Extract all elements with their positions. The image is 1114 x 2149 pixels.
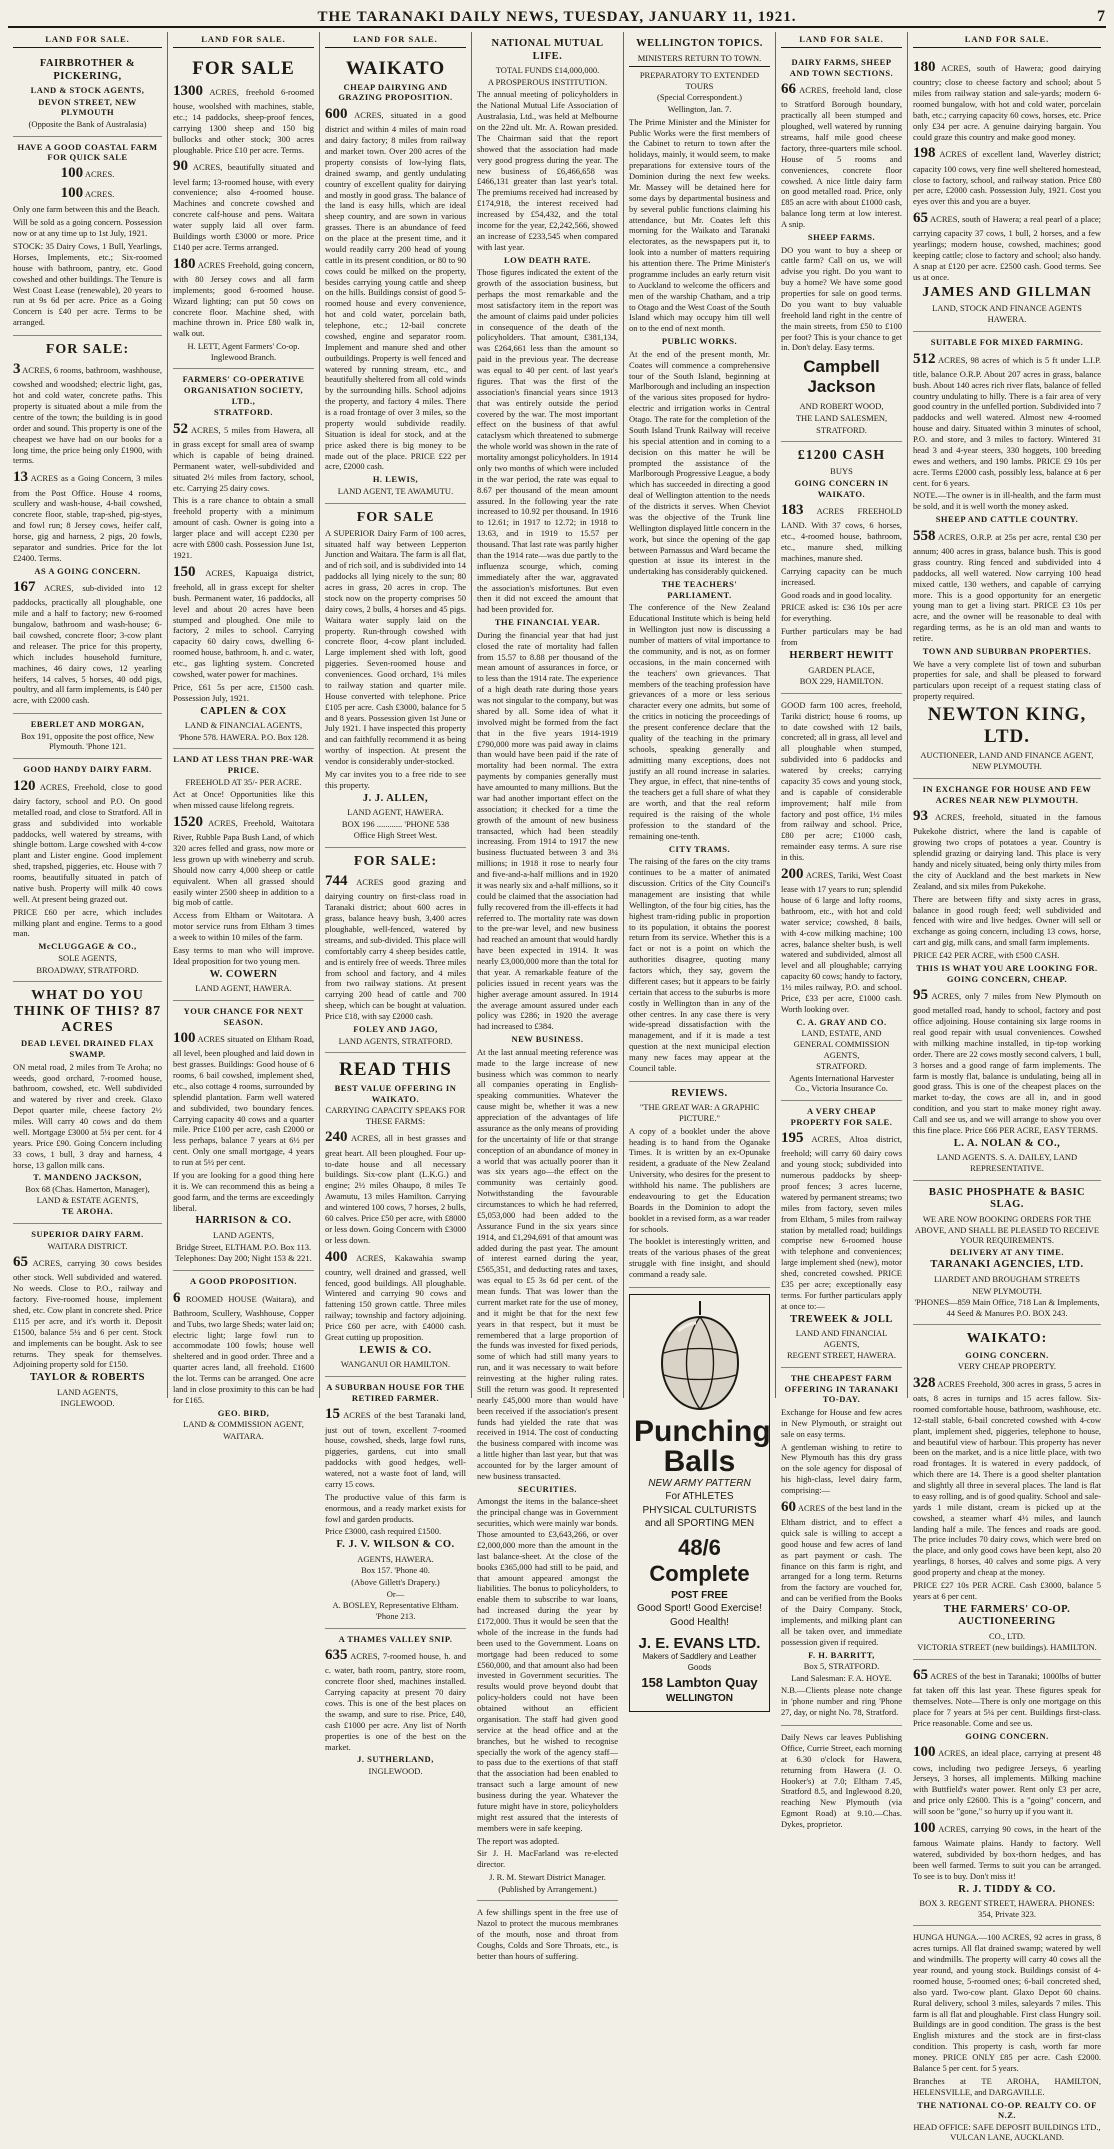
page-number: 7 — [1097, 8, 1106, 25]
column-4 — [472, 32, 624, 1961]
column-5 — [624, 32, 776, 1704]
ad-for-sale-1300: FOR SALE 1300 ACRES, freehold 6-roomed house, woolshed with machines, stable, etc.; 14 paddocks, sheep-proof fences, carrying 1300 sheep and 150 big bullocks and other stock; 300 acres ploughable. Price £10 per acre. Terms. 90 ACRES, beautifully situated and level farm; 13-roomed house, with every convenience; also 4-roomed house. Machines and concrete cowshed and concrete calf-house and pens. Waitara water supply laid all over farm. Buildings worth £3000 or more. Price £140 per acre. Terms arranged. 180 ACRES Freehold, going concern, with 80 Jersey cows and all farm implements; good 6-roomed house. Wizard lighting; can put 50 cows on concrete floor. Machine shed, with machine thrown in. Price £80 walk in, walk out. H. LETT, Agent Farmers' Co-op. Inglewood Branch. — [173, 52, 314, 369]
ad-cheapest-farm: THE CHEAPEST FARM OFFERING IN TARANAKI TO-DAY. Exchange for House and few acres in New Plymouth, or straight out sale on easy terms. A gentleman wishing to retire to New Plymouth has this dry grass on the sole agency for disposal of his high-class, level dairy farm, comprising:— 60 ACRES of the best land in the Eltham district, and to effect a quick sale is willing to accept a good house and few acres of land as part payment or cash. The finance on this farm is right, and arranged for a long term. Returns from the factory are vouched for, and can be verified from the Books of the Dairy Company. Stock, implements, and milking plant can all be taken over, and immediate possession given if required. F. H. BARRITT, Box 5, STRATFORD. Land Salesman: F. A. HOYE. N.B.—Clients please note change in 'phone number and ring 'Phone 27, day, or night No. 78, Stratford. — [781, 1368, 902, 1726]
masthead-title: THE TARANAKI DAILY NEWS, TUESDAY, JANUARY 11, 1921. — [317, 9, 797, 25]
ad-next-season: YOUR CHANCE FOR NEXT SEASON. 100 ACRES situated on Eltham Road, all level, been ploughed and laid down in best grasses. Buildings: Good house of 6 rooms, 6 bail cowshed, implement shed, etc., also cottage 4 rooms, surrounded by splendid plantation. Farm well watered and subdivided, two boundary fences. Carrying capacity 40 cows and a quarter mile. Price £100 per acre, cash £2000 or less perhaps, balance 7 years at 6½ per cent. Only one small mortgage, 4 years to run at 5½ per cent. If you are looking for a good thing here it is. We can recommend this as being a good farm, and the terms are exceedingly liberal. HARRISON & CO. LAND AGENTS, Bridge Street, ELTHAM. P.O. Box 113. Telephones: Day 200; Night 153 & 221. — [173, 1001, 314, 1271]
punching-ball-icon — [652, 1301, 748, 1411]
column-7 — [908, 32, 1106, 2143]
column-head: LAND FOR SALE. — [325, 32, 466, 48]
ad-superior-dairy: SUPERIOR DAIRY FARM. WAITARA DISTRICT. 65 ACRES, carrying 30 cows besides other stock. Well subdivided and watered. No weeds. Close to P.O., railway and factory. Five-roomed house, implement shed, etc. Cow plant in concrete shed. Price £115 per acre, and it's worth it. Deposit £1500, balance 5¼ and 6 per cent. Stock and implements can be bought. Ask to see returns. They speak for themselves. Adjoining property sold for £150. TAYLOR & ROBERTS LAND AGENTS, INGLEWOOD. — [13, 1228, 162, 1409]
column-6 — [776, 32, 908, 1830]
column-3 — [320, 32, 472, 1777]
ad-tiddy: 65 ACRES of the best in Taranaki; 1000lbs of butter fat taken off this last year. These figures speak for themselves. Note—There is only one mortgage on this place for 7 years at 5¼ per cent. Buildings first-class. Price reasonable. Come and see us. GOING CONCERN. 100 ACRES, an ideal place, carrying at present 48 cows, including two pedigree Jerseys, 6 yearling Jerseys, 3 horses, all implements. Milking machine with Buttfield's water power. Rent only £3 per acre, and price only £2600. This is a "going" concern, and will soon be "gone," so hurry up if you want it. 100 ACRES, carrying 90 cows, in the heart of the famous Waimate plains. Handy to factory. Well watered, subdivided by box-thorn hedges, and has been well farmed. Terms to suit you can be arranged. To see is to buy. Don't miss it! R. J. TIDDY & CO. BOX 3. REGENT STREET, HAWERA. PHONES: 354, Private 323. — [913, 1660, 1101, 1926]
ad-1200-cash: £1200 CASH BUYS GOING CONCERN IN WAIKATO. 183 ACRES FREEHOLD LAND. With 37 cows, 6 horses, etc., 4-roomed house, bathroom, etc., manure shed, milking machines, manure shed. Carrying capacity can be much increased. Good roads and in good locality. PRICE asked is: £36 10s per acre for everything. Further particulars may be had from HERBERT HEWITT GARDEN PLACE, BOX 229, HAMILTON. — [781, 442, 902, 694]
ad-fairbrother: FAIRBROTHER & PICKERING, LAND & STOCK AGENTS, DEVON STREET, NEW PLYMOUTH (Opposite the Bank of Australasia) — [13, 52, 162, 137]
column-head: LAND FOR SALE. — [913, 32, 1101, 48]
ad-pre-war-price: LAND AT LESS THAN PRE-WAR PRICE. FREEHOLD AT 35/- PER ACRE. Act at Once! Opportunities like this when missed cause lifelong regrets. 1520 ACRES, Freehold, Waitotara River, Rubble Papa Bush Land, of which 320 acres felled and grass, now more or less grown up with wineberry and scrub. Should now carry 4,000 sheep or cattle equivalent. When all grassed should easily winter 2500 sheep in addition to a big mob of cattle. Access from Eltham or Waitotara. A motor service runs from Eltham 3 times a week to within 10 miles of the farm. Easy terms to man who will improve. Ideal proposition for two young men. W. COWERN LAND AGENT, HAWERA. — [173, 749, 314, 1001]
column-2 — [168, 32, 320, 1441]
article-title: NATIONAL MUTUAL LIFE. — [491, 38, 604, 62]
masthead — [8, 4, 1106, 28]
ad-good-proposition: A GOOD PROPOSITION. 6 ROOMED HOUSE (Waitara), and Bathroom, Scullery, Washhouse, Copper and Tubs, two large Sheds; water laid on; electric light; large fowl run to accommodate 100 fowls; house well sheltered and in good order. Three and a quarter acres land, all freehold. £1600 the lot. Terms can be arranged. One acre land in close proximity to this can be had for £165. GEO. BIRD, LAND & COMMISSION AGENT, WAITARA. — [173, 1275, 314, 1441]
ad-suburban-house: A SUBURBAN HOUSE FOR THE RETIRED FARMER. 15 ACRES of the best Taranaki land, just out of town, excellent 7-roomed house, cowshed, sheds, large fowl runs, piggeries, gardens, cut into small paddocks with good hedges, well-watered, not a waste foot of land, will carry 15 cows. The productive value of this farm is enormous, and a ready market exists for fowl and garden products. Price £3000, cash required £1500. F. J. V. WILSON & CO. AGENTS, HAWERA. Box 157. 'Phone 40. (Above Gillett's Drapery.) Or— A. BOSLEY, Representative Eltham. 'Phone 213. — [325, 1377, 466, 1629]
article-title: WELLINGTON TOPICS. — [636, 38, 763, 49]
ad-punching-balls: Punching Balls NEW ARMY PATTERN For ATHLETES PHYSICAL CULTURISTS and all SPORTING MEN 48/6 Complete POST FREE Good Sport! Good Exercise! Good Health! J. E. EVANS LTD. Makers of Saddlery and Leather Goods 158 Lambton Quay WELLINGTON — [629, 1294, 770, 1712]
ad-newton-king: SUITABLE FOR MIXED FARMING. 512 ACRES, 98 acres of which is 5 ft under L.I.P. title, balance O.R.P. About 207 acres in grass, balance bush. About 140 acres rich river flats, balance of felled country undulating to hilly. There is a fair area of very good country in the unfelled portion. Subdivided into 7 paddocks and well watered. Almost new 4-roomed house and dairy. Situated within 3 minutes of school, P.O. and store, and 3 miles to factory. Wintered 31 head 3 and 4-year steers, 330 hoggets, 100 breeding ewes and wethers, and 190 lambs. PRICE £9 10s per acre. Terms £2000 cash, possibly less, balance at 6 per cent. for 6 years. NOTE.—The owner is in ill-health, and the farm must be sold, and it is well worth the money asked. SHEEP AND CATTLE COUNTRY. 558 ACRES, O.R.P. at 25s per acre, rental £30 per annum; 400 acres in grass, balance bush. This is good grass country. Ring fenced and subdivided into 4 paddocks, all well watered. Now carrying 100 head mixed cattle, 130 wethers, and capable of carrying more. This is a good opportunity for an energetic young man to get a living start. PRICE £3 10s per acre, and the owner will be reasonable to deal with regarding terms, as he is an old man and wants to retire. TOWN AND SUBURBAN PROPERTIES. We have a very complete list of town and suburban properties for sale, and shall be pleased to forward particulars upon receipt of a request stating class of property required. NEWTON KING, LTD. AUCTIONEER, LAND AND FINANCE AGENT, NEW PLYMOUTH. — [913, 332, 1101, 779]
ad-waikato-going-concern: WAIKATO: GOING CONCERN. VERY CHEAP PROPERTY. 328 ACRES Freehold, 300 acres in grass, 5 acres in oats, 8 acres in turnips and 15 acres fallow. Six-roomed comfortable house, bathroom, washhouse, etc. 12-stall stable, 6-bail concreted cowshed with 4-cow plant, implement shed, piggeries, telephone to house, and beautiful view of harbour. This property has never been on the market, and is a nice little place, with two road frontages. It is watered in every paddock, of which there are 14. There is a good shelter plantation and slightly all three in several places. The land is flat to easy rolling, and is of good quality. School and sale-yards 1 mile distant, cream is picked up at the cowshed, a steamer wharf 4½ miles, and launch landing half a mile. The fences and roads are good. The price includes 70 dairy cows, which were bred on the place, and only good cows have been kept, also 20 yearlings, 8 horses, 40 calves and some pigs. A very good property and cheap at the money. PRICE £27 10s PER ACRE. Cash £3000, balance 5 years at 6 per cent. THE FARMERS' CO-OP. AUCTIONEERING CO., LTD. VICTORIA STREET (new buildings). HAMILTON. — [913, 1325, 1101, 1660]
column-head: LAND FOR SALE. — [173, 32, 314, 48]
column-head: LAND FOR SALE. — [13, 32, 162, 48]
ad-superior-dairy-100: FOR SALE A SUPERIOR Dairy Farm of 100 acres, situated half way between Lepperton Junction and Waitara. The farm is all flat, and of rich soil, and is subdivided into 14 paddocks all lying nicely to the sun; 80 acres in grass, 20 acres in crop. The stock now on the property comprises 50 dairy cows, 2 bulls, 4 horses and 45 pigs. Waitara water supply laid on the property. Run-through cowshed with concrete floor, 4-cow plant included. Large implement shed with loft, good piggeries. Seven-roomed house and conveniences. Good orchard, 1¼ miles to railway station and quarter mile. House converted with telephone. Price £105 per acre. Cash £3000, balance for 5 and 8 years. Possession given 1st June or July 1921. I have inspected this property and can faithfully recommend it as being worthy of inspection. At present the vendor is considerably under-stocked. My car invites you to a free ride to see this property. J. J. ALLEN, LAND AGENT, HAWERA. BOX 196 ............ 'PHONE 538 Office High Street West. — [325, 504, 466, 849]
column-1 — [8, 32, 168, 1409]
ad-very-cheap-property: A VERY CHEAP PROPERTY FOR SALE. 195 ACRES, Altoa district, freehold; will carry 60 dairy cows and young stock; subdivided into numerous paddocks by sheep-proof fences; 3 acres lucerne, watered by permanent streams; two miles from factory, seven miles from Eltham, 5 miles from railway station by metalled road; buildings comprise new 6-roomed house with telephone and conveniences; large implement shed (new), motor shed, concreted cowshed. PRICE £35 per acre; exceptionally easy terms. For further particulars apply at once to:— TREWEEK & JOLL LAND AND FINANCIAL AGENTS, REGENT STREET, HAWERA. — [781, 1101, 902, 1368]
ad-for-sale: FOR SALE: 3 ACRES, 6 rooms, bathroom, washhouse, cowshed and woodshed; electric light, gas, hot and cold water, concrete paths. This property is situated about a mile from the centre of the town; the building is in good order and sound. This property is one of the cheapest we have had on our books for a long time, the price being only £1900, with terms. 13 ACRES as a Going Concern, 3 miles from the Post Office. House 4 rooms, scullery and wash-house, 4-bail cowshed, concrete floor, stable, trap-shed, pig-styes, and fowl run; 8 Jersey cows, heifer calf, horse, gig and harness, 2 pigs, 20 fowls, separator and sundries. Price for the lot £2400. Terms. AS A GOING CONCERN. 167 ACRES, sub-divided into 12 paddocks, practically all ploughable, one mile and a half to factory; new 6-roomed bungalow, bathroom and wash-house; 6-bail cowshed, concrete floor; 3-cow plant and releaser. The price for this property, which includes household furniture, machines, 46 dairy cows, 12 yearling heifers, 14 calves, 5 horses, 40 odd pigs, poultry, and all farm implements, is £40 per acre, with £2000 cash. — [13, 336, 162, 714]
ad-waikato: WAIKATO CHEAP DAIRYING AND GRAZING PROPOSITION. 600 ACRES, situated in a good district and within 4 miles of main road and dairy factory; 8 miles from railway and market town. Over 200 acres of the property consists of low-lying flats, drained swamp, and gently undulating country of excellent quality for dairying and mostly in good grass. The balance of the land is easy hills, which are ideal sheep country, and are sown in various grasses. There is an abundance of feed on the place at the present time, and it would readily carry 200 head of young cattle in its present condition, or 80 to 90 cows could be milked on the property, besides carrying young cattle and sheep on the hills. Buildings consist of good 5-roomed house and every convenience, hot and cold water, porcelain bath, telephone, etc.; 12-bail concrete cowshed, engine and separator room. Implement and manure shed and other outbuildings. Property is well fenced and watered by running stream, etc., and beautifully sheltered from all cold winds by the surrounding hills. School adjoins the property, and factory 4 miles. There is a road frontage of over 3 miles, so the property would subdivide readily. Situation is ideal for stock, and at the price asked there is big money to be made out of the place. PRICE £22 per acre, £2000 cash. H. LEWIS, LAND AGENT, TE AWAMUTU. — [325, 52, 466, 504]
note-nazol: A few shillings spent in the free use of Nazol to protect the mucous membranes of the mouth, nose and throat from Coughs, Colds and Sore Throats, etc., is better than hours of suffering. — [477, 1907, 618, 1961]
ad-87-acres: WHAT DO YOU THINK OF THIS? 87 ACRES DEAD LEVEL DRAINED FLAX SWAMP. ON metal road, 2 miles from Te Aroha; no weeds, good orchard, 7-roomed house, bathroom, cowshed, etc. Well subdivided and watered by river and creek. Glaxo Depot quarter mile, cheese factory 2½ miles. Will carry 40 cows and do them well. Mortgage £3000 at 5¼ per cent. for 4 years. Price £90. Going Concern including 33 cows, 1 bull, 3 dray and harness, 4 horse, 13 gallon milk cans. T. MANDENO JACKSON, Box 68 (Chas. Hamerton, Manager), LAND & ESTATE AGENTS, TE AROHA. — [13, 982, 162, 1224]
ad-firm: FAIRBROTHER & PICKERING, — [39, 58, 136, 82]
ad-james-gillman: 180 ACRES, south of Hawera; good dairying country; close to cheese factory and school; about 5 miles from railway station and sale-yards; modern 6-roomed bungalow, with hot and cold water, porcelain bath, etc.; carrying capacity 60 cows, horses, etc. Price only £34 per acre. A genuine dairying bargain. You could graze this country and make good money. 198 ACRES of excellent land, Waverley district; capacity 100 cows, very fine well sheltered homestead, close to factory, school, and railway station. Price £80 per acre, £2000 cash. Possession July, 1921. Cost you eyes over this and you are a buyer. 65 ACRES, south of Hawera; a real pearl of a place; carrying capacity 37 cows, 1 bull, 2 horses, and a few yearlings; modern house, cowshed, machines; good keeping cattle; close to factory and school; also handy. A snap at £120 per acre. £2500 cash. Good terms. See us at once. JAMES AND GILLMAN LAND, STOCK AND FINANCE AGENTS HAWERA. — [913, 52, 1101, 332]
ad-thames-valley: A THAMES VALLEY SNIP. 635 ACRES, 7-roomed house, h. and c. water, bath room, pantry, store room, concrete floor shed, machines installed. Carrying capacity at present 70 dairy cows. This is one of the best places on the swamp, and sure to rise. Price, £40, cash £1000 per acre. Any list of North properties is one of the best on the market. J. SUTHERLAND, INGLEWOOD. — [325, 1633, 467, 1777]
ad-handy-dairy: GOOD HANDY DAIRY FARM. 120 ACRES, Freehold, close to good dairy factory, school and P.O. On good metalled road, and close to Stratford. All in grass and subdivided into workable paddocks, well watered by streams, with shingle bottom. Large cowshed with 4-cow plant and Lister engine. Good implement shed, trapshed, piggeries, etc. House with 7 rooms, beautifully situated in patch of native bush. Property will milk 40 cows well. At present being grazed out. PRICE £60 per acre, which includes milking plant and engine. Terms to a good man. McCLUGGAGE & CO., SOLE AGENTS, BROADWAY, STRATFORD. — [13, 759, 162, 982]
ad-tariki-farms: GOOD farm 100 acres, freehold, Tariki district; house 6 rooms, up to date cowshed with 12 bails, concreted; all in grass, all level and all ploughable when stumped, subdivided into 6 paddocks and watered by creeks; carrying capacity 35 cows and young stock, and is capable of considerable improvement; half mile from factory and post office, 1½ miles from railway and school. Price, £80 per acre; £1000 cash, remainder easy terms. A sure rise in this. 200 ACRES, Tariki, West Coast lease with 17 years to run; splendid house of 6 large and lofty rooms, bathroom, etc., with hot and cold water service; cowshed, 8 bails, with 4-cow milking machine; 100 acres, balance shelter bush, is well watered and subdivided, almost all level and all ploughable; carrying capacity 60 cows; handy to factory, 1½ miles railway, P.O. and school. Price, £33 per acre, £1000 cash. Worth looking over. C. A. GRAY AND CO. LAND, ESTATE, AND GENERAL COMMISSION AGENTS, STRATFORD. Agents International Harvester Co., Victoria Insurance Co. — [781, 694, 902, 1101]
ad-read-this: READ THIS BEST VALUE OFFERING IN WAIKATO. CARRYING CAPACITY SPEAKS FOR THESE FARMS: 240 ACRES, all in best grasses and great heart. All been ploughed. Four up-to-date house and all necessary buildings. Six-cow plant (L.K.G.) and engine; 2½ miles Ohaupo, 8 miles Te Awamutu, 13 miles Hamilton. Carrying and wintered 100 cows, 7 horses, 2 bulls, 60 calves. Price £50 per acre, with £8000 or less down. Going Concern with £3000 or less down. 400 ACRES, Kakawahia swamp country, well drained and grassed, well fenced, good buildings. All ploughable. Wintered and carrying 90 cows and fattening 150 grown cattle. Three miles railway; township and factory adjoining. Price £60 per acre, with £4000 cash. Great cutting up proposition. LEWIS & CO. WANGANUI OR HAMILTON. — [325, 1053, 466, 1377]
ad-farmers-coop: FARMERS' CO-OPERATIVE ORGANISATION SOCIETY, LTD., STRATFORD. 52 ACRES, 5 miles from Hawera, all in grass except for small area of swamp which is capable of being drained. Permanent water, well-subdivided and situated 2½ miles from factory, school, etc. Carrying 25 dairy cows. This is a rare chance to obtain a small freehold property with a minimum amount of cash. Owner is going into a larger place and will accept £230 per acre with £800 cash. Possession June 1st, 1921. 150 ACRES, Kapuaiga district, freehold, all in grass except for shelter bush. Permanent water, 16 paddocks, all level and about 20 acres have been stumped and ploughed. One mile to factory, 2 miles to school. Carrying capacity 60 dairy cows, dwelling 6-roomed house, bathroom, h. and c. water, etc., gas lighting system. Concreted cowshed, water power for machines. Price, £61 5s per acre, £1500 cash. Possession July, 1921. CAPLEN & COX LAND & FINANCIAL AGENTS, 'Phone 578. HAWERA. P.O. Box 128. — [173, 369, 314, 749]
column-head: LAND FOR SALE. — [781, 32, 902, 48]
ad-744-acres: FOR SALE: 744 ACRES good grazing and dairying country on first-class road in Taranaki district; about 600 acres in grass, balance heavy bush, 3,400 acres ploughable, well-fenced, watered by streams, and sub-divided. This place will comfortably carry 4 sheep besides cattle, and is entirely free of weeds. Three miles from school and factory, and 4 miles from two railway stations. At present carrying 200 head of cattle and 700 sheep, which can be bought at valuation. Price £18, with say £2000 cash. FOLEY AND JAGO, LAND AGENTS, STRATFORD. — [325, 848, 466, 1053]
ad-dairy-farms: DAIRY FARMS, SHEEP AND TOWN SECTIONS. 66 ACRES, freehold land, close to Stratford Borough boundary, practically all been stumped and ploughed, well watered by running streams, half mile good cheese factory, three-quarters mile school. House of 5 rooms and conveniences, concrete floor cowshed. A nice little dairy farm on good metalled road. Price, only £85 an acre with about £1000 cash, balance long term at low interest. A snip. SHEEP FARMS. DO you want to buy a sheep or cattle farm? Call on us, we will advise you right. Do you want to buy a home? We have some good properties for sale on good terms. Do you want to buy valuable freehold land right in the centre of the main streets, from £50 to £100 per foot? This is your chance to get in. Don't delay. Easy terms. Campbell Jackson AND ROBERT WOOD, THE LAND SALESMEN, STRATFORD. — [781, 52, 902, 442]
ad-coastal-farm: HAVE A GOOD COASTAL FARM FOR QUICK SALE 100 ACRES. 100 ACRES. Only one farm between this and the Beach. Will be sold as a going concern. Possession now or at any time up to 1st July, 1921. STOCK: 35 Dairy Cows, 1 Bull, Yearlings, Horses, Implements, etc.; Six-roomed house with bathroom, pantry, etc. Good cowshed and other buildings. The Tenure is West Coast Lease (renewable), 20 years to run at 9s 6d per acre. Price as a Going Concern is £40 per acre. Terms to be arranged. — [13, 137, 162, 336]
article-wellington-topics: WELLINGTON TOPICS. MINISTERS RETURN TO TOWN. PREPARATORY TO EXTENDED TOURS (Special Correspondent.) Wellington, Jan. 7. The Prime Minister and the Minister for Public Works were the first members of the Cabinet to return to town after the holidays, mainly, it would seem, to make preparations for extensive tours of the Dominion during the next few weeks. Mr. Massey will be detained here for some days by departmental business and by several public functions claiming his attendance, but Mr. Coates left this morning for the Waikato and Taranaki electorates, as the newspapers put it, to look into a number of matters requiring his attention there. The Prime Minister's programme includes an early return visit to Auckland to welcome the officers and men of the warship Chatham, and a trip to Otago and the West Coast of the South Island which may occupy him till well on to the end of next month. PUBLIC WORKS. At the end of the present month, Mr. Coates will commence a comprehensive tour of the South Island, beginning at Marlborough and including an inspection of the various sites proposed for hydro-electric and irrigation works in Central Otago. The rate for the completion of the South Island Trunk Railway will receive his special attention and in coming to a decision on this matter he will be prompted the assistance of the Marlborough Progressive League, a body which has succeeded in directing a good deal of Wellington attention to the needs of the districts it serves. When Cheviot was the objective of the Trunk line Wellington displayed little concern in the work, but since the opening of the gap between Parnassus and Ward became the question at issue its interest in the undertaking has considerably quickened. THE TEACHERS' PARLIAMENT. The conference of the New Zealand Educational Institute which is being held in Wellington just now is discussing a number of matters of vital importance to the community, and is not, as on former occasions, in the main concerned with the teachers' own grievances. That members of the teaching profession have grievances of a more or less serious character every one admits, but some of the critics in noticing the proceedings of the present conference declare that the quality of the teaching in the primary schools, speaking generally and admitting many exceptions, does not justify an all round increase in salaries. They argue, in effect, that nine-tenths of the teachers get a full share of what they are worth, and that the real reform required is the raising of the whole profession to the standard of the remaining one-tenth. CITY TRAMS. The raising of the fares on the city trams continues to be a matter of animated discussion. Critics of the City Council's management are insisting that while Wellington, of the four big cities, has the highest tram-riding public in proportion to its population, it obtains the poorest return from its service. Whether this is a fact or not is a point on which the authorities disagree, quoting many factors which, they say, govern the different cases; but it appears to be fairly certain that access to the suburbs is more costly in Wellington than in any of the other centres. In any case there is very wide-spread dissatisfaction with the management, and if it is made a test question at the next municipal election many new faces may appear at the Council table. — [629, 32, 770, 1082]
ad-eberlet: EBERLET AND MORGAN, Box 191, opposite the post office, New Plymouth. 'Phone 121. — [13, 714, 162, 759]
notice-daily-news-car: Daily News car leaves Publishing Office, Currie Street, each morning at 6.30 o'clock for Hawera, returning from Hawera (J. O. Hooker's) at 7.0; Eltham 7.45, Stratford 8.5, and Inglewood 8.20, reaching New Plymouth (via Egmont Road) at 9.10.—Chas. Dykes, proprietor. — [781, 1732, 902, 1830]
columns — [8, 32, 1106, 2143]
article-national-mutual: NATIONAL MUTUAL LIFE. TOTAL FUNDS £14,000,000. A PROSPEROUS INSTITUTION. The annual meeting of policyholders in the National Mutual Life Association of Australasia, Ltd., was held at Melbourne on the 22nd ult. Mr. A. Rowan presided. The Chairman said that the report showed that the association had made very good progress during the year. The new business of £6,466,658 was £466,131 greater than last year's total. The premiums received had increased by £174,918, the interest received had increased by £54,432, and the total income for the year, £2,242,566, showed an increase of £233,545 when compared with last year. LOW DEATH RATE. Those figures indicated the extent of the growth of the association business, but perhaps the most remarkable and the most satisfactory item in the report was the amount of claims paid under policies in consequence of the death of the policyholders. That amount, £381,134, was £264,661 less than the amount so paid in the previous year. The decrease was equal to 40 per cent. of last year's figures. That was the first of the association's financial years since 1913 that was entirely outside the period covered by the war. The most important effect on the business of that awful cataclysm which threatened to submerge the whole world was shown in the rate of mortality amongst policyholders. In 1914 only two months of which were included in the war period, the rate was equal to 8.67 per thousand of the mean amount assured. In the following year the rate increased to 10.92 per thousand. In 1916 to 12.61; in 1917 to 12.72; in 1918 to 13.63, and in 1919 to 15.57 per thousand. That last rate was partly higher than the 1914 rate—was due partly to the influenza scourge, which, coming immediately after the war, aggravated the association's misfortunes. But even then it did not exceed the amount that had been provided for. THE FINANCIAL YEAR. During the financial year that had just closed the rate of mortality had fallen from 15.57 to 8.88 per thousand of the mean amount of assurances in force, or to less than the 1914 rate. The experience of a high death rate during those years was not singular to the company, but was shared by all. Some idea of what it involved might be formed from the fact that in the five years 1914-1919 £790,000 more was paid away in claims than would have been paid if the rate of mortality had been normal. The extra payments by companies generally must have amounted to many millions. But the war had another important effect on the association; it checked for a time the growth of the amount of new business transacted, which had been steadily increasing. From 1914 to 1917 the new business fluctuated between 3 and 3¼ millions; in 1918 it rose to nearly four and five-and-a-half millions and in 1920 it was nearly six and a-half millions, so it could be claimed that the association had fully recovered from the ill-effects it had referred to. The mortality rate was down to the pre-war level, and new business had reached an amount that would hardly have been expected in 1914. It was nearly £3,000,000 more than the total for that year. A remarkable feature of the policies issued in recent years was the higher average amount assured. In 1914 the average amount assured under each policy was £286; in 1920 the average had increased to £384. NEW BUSINESS. At the last annual meeting reference was made to the large increase of new business which was common to nearly all companies operating in English-speaking communities. Whatever the cause might be, whether it was a new appreciation of the advantages of life assurance as the only means of providing for the uncertainty of life or that strange conception of an abundance of money in a world that was actually poorer than it was six years ago—the effect on the community was certainly good. Notwithstanding the favourable circumstances to which he had referred, £5,053,000 had been added to the Assurance Fund in the six years since 1914, and £1,294,691 of that amount was added during the past year. The amount of interest earned during the year, £565,351, and deducting rates and taxes, was equal to £5 3s 6d per cent. of the mean funds. That was lower than the current market rate for the use of money, and it might be that for the next few years in that respect, but it must be remembered that a large proportion of the funds was invested for fixed periods, some of which had still many years to run, and it was necessary to wait before reinvesting at the higher ruling rates. Still the return was good. It represented nearly £45,000 more than would have been received if the association's present funds had yielded the rate that was received in 1914. The cost of conducting the business compared with income was a little higher than last year, but that was accounted for by the larger amount of new business transacted. SECURITIES. Amongst the items in the balance-sheet the principal change was in Government securities, which were mainly war bonds. Those amounted to £3,643,266, or over £2,000,000 more than the amount in the last balance-sheet. At the close of the books £365,000 had still to be paid, and that amount appeared amongst the liabilities. The bonus to policyholders, to enable them to subscribe to war loans, had increased during the year by £172,000. Thus it would be seen that the whole of the increase in the funds had been used to the Government. Loans on mortgage had been reduced to some £560,000, and that amount also had been invested in Government securities. The results would prove beyond doubt that policy-holders could not have been obtained without an efficient organisation. The staff had given good service at the head office and at the branches, but he wished to recognise specially the work of the agency staff—to pass due to the exertions of that staff that the association had been enabled to transact such a large amount of new business during the year. Whatever the future might have in store, policyholders might rest assured that the interests of members were in safe keeping. The report was adopted. Sir J. H. MacFarland was re-elected director. J. R. M. Stewart District Manager. (Published by Arrangement.) — [477, 32, 618, 1901]
ad-hunga-hunga: HUNGA HUNGA.—100 ACRES, 92 acres in grass, 8 acres turnips. All flat drained swamp; watered by well and windmills. The property will carry 40 cows all the year round, and young stock. Buildings consist of 4-roomed house, 5-roomed ones; 6-bail concreted shed, also yard. Two-cow plant. Glaxo Depot 60 chains. Rural delivery, school 3 miles, saleyards 7 miles. This farm is all flat and ploughable. First class Hungry soil. Buildings are in good condition. The grass is the best English mixtures and the stock are in first-class condition. This property is cash, worth far more money. PRICE ONLY £85 per acre. Cash £2000. Balance 5 per cent. for 5 years. Branches at TE AROHA, HAMILTON, HELENSVILLE, and DARGAVILLE. THE NATIONAL CO-OP. REALTY CO. OF N.Z. HEAD OFFICE: SAFE DEPOSIT BUILDINGS LTD., VULCAN LANE, AUCKLAND. — [913, 1932, 1101, 2143]
ad-basic-phosphate: BASIC PHOSPHATE & BASIC SLAG. WE ARE NOW BOOKING ORDERS FOR THE ABOVE, AND SHALL BE PLEASED TO RECEIVE YOUR REQUIREMENTS. DELIVERY AT ANY TIME. TARANAKI AGENCIES, LTD. LIARDET AND BROUGHAM STREETS NEW PLYMOUTH. 'PHONES—859 Main Office, 718 Lan & Implements, 44 Seed & Manures P.O. BOX 243. — [913, 1181, 1101, 1326]
article-reviews: REVIEWS. "THE GREAT WAR: A GRAPHIC PICTURE." A copy of a booklet under the above heading is to hand from the Oganake Times. It is written by an ex-Opunake resident, a graduate of the New Zealand University, who desires for the present to withhold his name. The publishers are endeavouring to get the Education Boards in the Dominion to adopt the booklet in a revised form, as a war reader for schools. The booklet is interestingly written, and treats of the various phases of the great struggle with fine insight, and should command a ready sale. — [629, 1082, 770, 1288]
ad-nolan: IN EXCHANGE FOR HOUSE AND FEW ACRES NEAR NEW PLYMOUTH. 93 ACRES, freehold, situated in the famous Pukekohe district, where the land is capable of growing two crops of potatoes a year. Country is splendid grazing or dairying land. This place is very handy and nicely situated, being only thirty miles from the city of Auckland and the best markets in New Zealand, and six miles from Pukekohe. There are between fifty and sixty acres in grass, balance in good rough feed; well subdivided and fenced with wire and live hedges. Owner will sell or exchange as going concern, including 13 cows, horse, cart and gig, milk cans, and small farm implements. PRICE £42 PER ACRE, with £500 CASH. THIS IS WHAT YOU ARE LOOKING FOR. GOING CONCERN, CHEAP. 95 ACRES, only 7 miles from New Plymouth on good metalled road, handy to school, factory and post office adjoining. House containing six large rooms in real good repair with usual conveniences. Cowshed with milking machine installed, in tip-top working order. There are 22 cows mostly second calvers, 1 bull, 3 horses and a good range of farm implements. The farm is mostly flat, balance is undulating, being all in good grass. This is one of the cheapest places on the market to-day, the cows are all in, and in good condition, and you start to make money right away. Call and see us, and we will arrange to show you over this fine place. Price £66 PER ACRE, EASY TERMS. L. A. NOLAN & CO., LAND AGENTS. S. A. DAILEY, LAND REPRESENTATIVE. — [913, 779, 1101, 1181]
